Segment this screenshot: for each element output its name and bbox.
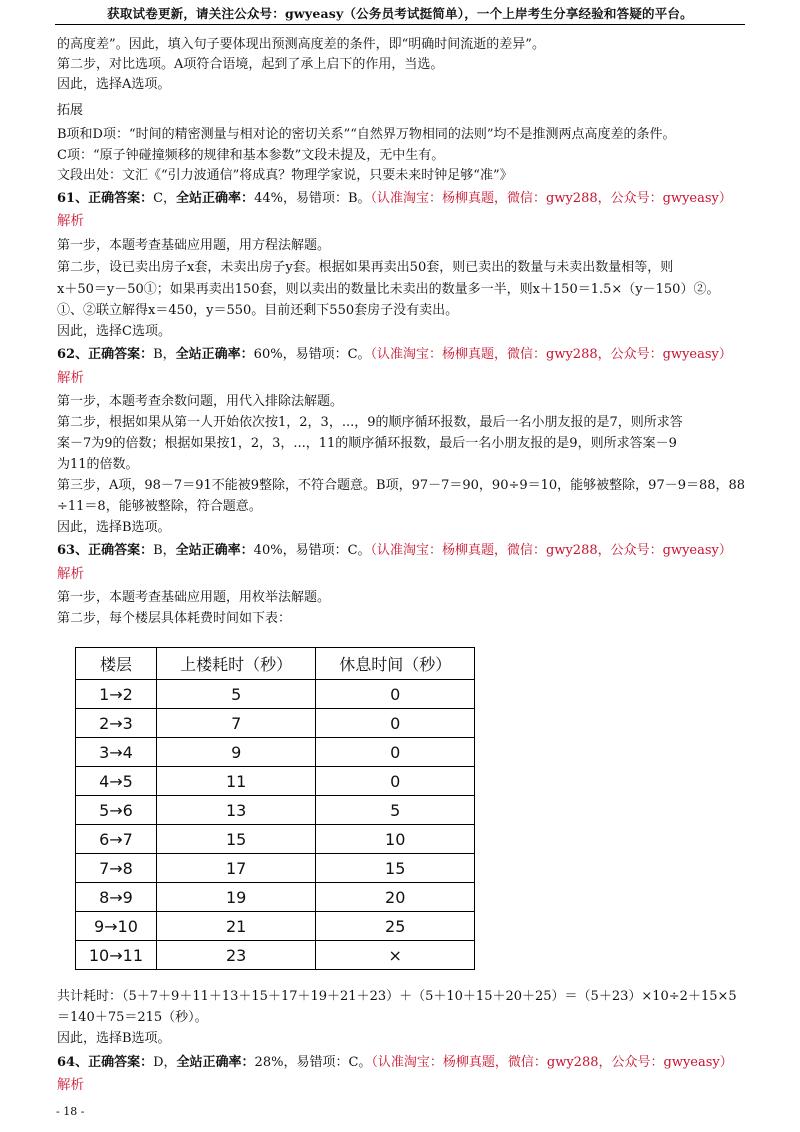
- q63-line-2: 第二步，每个楼层具体耗费时间如下表：: [57, 611, 292, 626]
- q63-line-1: 第一步，本题考查基础应用题，用枚举法解题。: [57, 590, 331, 605]
- q63-line-4: ＝140＋75＝215（秒）。: [57, 1010, 208, 1025]
- q62-jiexi-heading: 解析: [57, 370, 84, 386]
- q61-line-5: 因此，选择C选项。: [57, 324, 171, 339]
- table-header-cell: 楼层: [76, 648, 157, 680]
- table-row: [76, 680, 475, 709]
- table-row: [76, 825, 475, 854]
- table-cell: 0: [316, 767, 475, 796]
- table-cell: 4→5: [76, 767, 157, 796]
- table-row: [76, 796, 475, 825]
- promo-text: （认准淘宝：杨柳真题，微信：gwy288，公众号：gwyeasy）: [370, 191, 732, 206]
- table-cell: 7→8: [76, 854, 157, 883]
- table-cell: 13: [156, 796, 316, 825]
- floor-time-table: [75, 647, 475, 970]
- table-cell: 2→3: [76, 709, 157, 738]
- table-cell: 5: [316, 796, 475, 825]
- header-divider: [55, 24, 745, 25]
- table-cell: 19: [156, 883, 316, 912]
- answer-label: 64、正确答案：: [57, 1055, 154, 1070]
- table-header-cell: 休息时间（秒）: [316, 648, 475, 680]
- q60-expand-2: C项：“原子钟碰撞频移的规律和基本参数”文段未提及，无中生有。: [57, 148, 445, 163]
- table-cell: 0: [316, 709, 475, 738]
- table-cell: 10→11: [76, 941, 157, 970]
- q62-line-5: 第三步，A项，98－7＝91不能被9整除，不符合题意。B项，97－7＝90，90÷9＝10，能够被整除，97－9＝88，88: [57, 478, 746, 493]
- table-cell: 5→6: [76, 796, 157, 825]
- answer-letter: B，: [153, 347, 176, 362]
- rate-value: 40%，易错项：C。: [253, 543, 371, 558]
- table-cell: 21: [156, 912, 316, 941]
- table-cell: 20: [316, 883, 475, 912]
- rate-value: 28%，易错项：C。: [254, 1055, 372, 1070]
- table-cell: 3→4: [76, 738, 157, 767]
- table-cell: 6→7: [76, 825, 157, 854]
- table-header-cell: 上楼耗时（秒）: [156, 648, 316, 680]
- table-cell: 9: [156, 738, 316, 767]
- q64-jiexi-heading: 解析: [57, 1077, 84, 1093]
- table-row: [76, 941, 475, 970]
- promo-text: （认准淘宝：杨柳真题，微信：gwy288，公众号：gwyeasy）: [371, 1055, 733, 1070]
- promo-text: （认准淘宝：杨柳真题，微信：gwy288，公众号：gwyeasy）: [370, 347, 732, 362]
- q63-jiexi-heading: 解析: [57, 566, 84, 582]
- table-cell: 5: [156, 680, 316, 709]
- table-cell: 17: [156, 854, 316, 883]
- q62-line-7: 因此，选择B选项。: [57, 520, 171, 535]
- table-cell: ×: [316, 941, 475, 970]
- rate-value: 60%，易错项：C。: [253, 347, 371, 362]
- table-row: [76, 883, 475, 912]
- answer-label: 61、正确答案：: [57, 191, 154, 206]
- table-cell: 10: [316, 825, 475, 854]
- q60-expand-3: 文段出处：文汇《“引力波通信”将成真？物理学家说，只要未来时钟足够“准”》: [57, 168, 513, 183]
- table-row: [76, 709, 475, 738]
- q61-line-4: ①、②联立解得x＝450，y＝550。目前还剩下550套房子没有卖出。: [57, 303, 459, 318]
- q62-line-4: 为11的倍数。: [57, 457, 139, 472]
- q60-expand-title: 拓展: [57, 103, 84, 118]
- q60-expand-1: B项和D项：“时间的精密测量与相对论的密切关系”“自然界万物相同的法则”均不是推测两点高度差的条件。: [57, 127, 676, 142]
- q60-line-1: 的高度差”。因此，填入句子要体现出预测高度差的条件，即“明确时间流逝的差异”。: [57, 37, 545, 52]
- q61-line-1: 第一步，本题考查基础应用题，用方程法解题。: [57, 238, 331, 253]
- table-row: [76, 912, 475, 941]
- q64-answer-line: [57, 1054, 733, 1071]
- answer-label: 62、正确答案：: [57, 347, 154, 362]
- q63-line-5: 因此，选择B选项。: [57, 1031, 171, 1046]
- table-cell: 15: [316, 854, 475, 883]
- q61-jiexi-heading: 解析: [57, 213, 84, 229]
- q60-line-3: 因此，选择A选项。: [57, 77, 171, 92]
- answer-label: 63、正确答案：: [57, 543, 154, 558]
- rate-label: 全站正确率：: [176, 1055, 255, 1070]
- q62-line-6: ÷11＝8，能够被整除，符合题意。: [57, 499, 262, 514]
- promo-text: （认准淘宝：杨柳真题，微信：gwy288，公众号：gwyeasy）: [370, 543, 732, 558]
- q63-line-3: 共计耗时：（5＋7＋9＋11＋13＋15＋17＋19＋21＋23）＋（5＋10＋15＋20＋25）＝（5＋23）×10÷2＋15×5: [57, 989, 737, 1004]
- page-header-banner: 获取试卷更新，请关注公众号：gwyeasy（公务员考试挺简单），一个上岸考生分享经验和答疑的平台。: [107, 6, 693, 21]
- q62-line-2: 第二步，根据如果从第一人开始依次按1，2，3，...，9的顺序循环报数，最后一名小朋友报的是7，则所求答: [57, 415, 683, 430]
- rate-label: 全站正确率：: [175, 543, 254, 558]
- answer-letter: B，: [153, 543, 176, 558]
- table-header-row: [76, 648, 475, 680]
- q62-line-3: 案－7为9的倍数；根据如果按1，2，3，...，11的顺序循环报数，最后一名小朋友报的是9，则所求答案－9: [57, 436, 677, 451]
- table-cell: 1→2: [76, 680, 157, 709]
- page-number: - 18 -: [56, 1105, 85, 1118]
- table-cell: 0: [316, 680, 475, 709]
- table-cell: 15: [156, 825, 316, 854]
- rate-value: 44%，易错项：B。: [254, 191, 371, 206]
- q61-line-2: 第二步，设已卖出房子x套，未卖出房子y套。根据如果再卖出50套，则已卖出的数量与未卖出数量相等，则: [57, 260, 674, 275]
- q60-line-2: 第二步，对比选项。A项符合语境，起到了承上启下的作用，当选。: [57, 57, 444, 72]
- q63-answer-line: [57, 542, 732, 559]
- table-cell: 25: [316, 912, 475, 941]
- q61-line-3: x＋50＝y－50①；如果再卖出150套，则以卖出的数量比未卖出的数量多一半，则x＋150＝1.5×（y－150）②。: [57, 282, 720, 297]
- rate-label: 全站正确率：: [176, 191, 255, 206]
- rate-label: 全站正确率：: [175, 347, 254, 362]
- answer-letter: D，: [153, 1055, 177, 1070]
- q62-answer-line: [57, 346, 732, 363]
- table-cell: 0: [316, 738, 475, 767]
- table-cell: 8→9: [76, 883, 157, 912]
- table-row: [76, 767, 475, 796]
- q61-answer-line: [57, 190, 732, 207]
- table-row: [76, 854, 475, 883]
- table-cell: 23: [156, 941, 316, 970]
- q62-line-1: 第一步，本题考查余数问题，用代入排除法解题。: [57, 394, 344, 409]
- table-cell: 7: [156, 709, 316, 738]
- table-cell: 11: [156, 767, 316, 796]
- table-cell: 9→10: [76, 912, 157, 941]
- table-row: [76, 738, 475, 767]
- answer-letter: C，: [153, 191, 177, 206]
